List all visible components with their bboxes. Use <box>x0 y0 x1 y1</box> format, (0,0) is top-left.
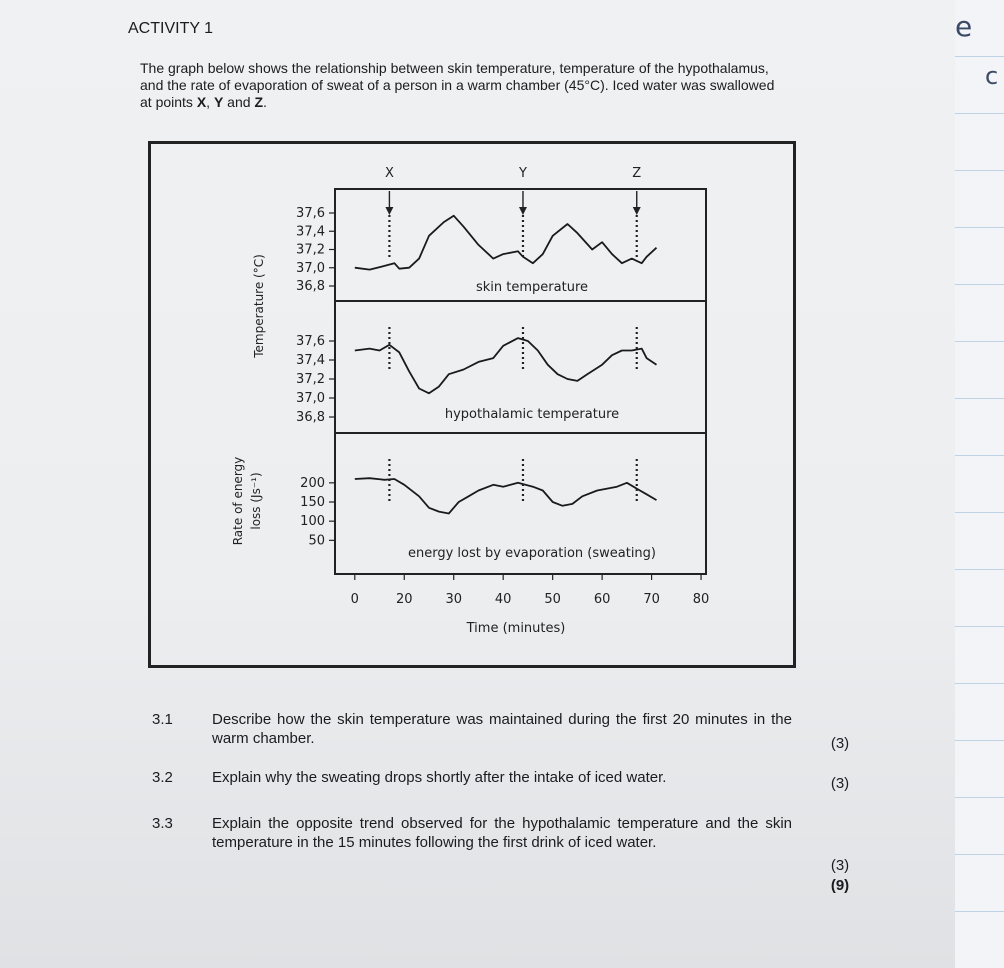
temperature-axis-label: Temperature (°C) <box>252 254 266 358</box>
question-3-3-number: 3.3 <box>152 815 173 832</box>
y-tick-label: 37,0 <box>296 391 325 406</box>
y-tick-label: 36,8 <box>296 279 325 294</box>
series-line-skin <box>355 216 657 270</box>
marker-arrow-head <box>633 207 641 215</box>
y-tick-label: 36,8 <box>296 410 325 425</box>
activity-title: ACTIVITY 1 <box>128 20 214 37</box>
marker-label-z: Z <box>632 166 642 181</box>
question-3-2-number: 3.2 <box>152 769 173 786</box>
marker-label-y: Y <box>518 166 527 181</box>
marker-arrow-head <box>385 207 393 215</box>
y-tick-label: 37,0 <box>296 260 325 276</box>
question-3-1-number: 3.1 <box>152 711 173 728</box>
marker-label-x: X <box>384 166 394 181</box>
y-tick-label: 37,4 <box>296 224 325 240</box>
series-line-hypothalamic <box>355 338 657 393</box>
series-label: skin temperature <box>476 280 588 295</box>
marker-arrow-head <box>519 207 527 215</box>
handwritten-mark-e: e <box>955 10 973 43</box>
question-3-2-text: Explain why the sweating drops shortly after the intake of iced water. <box>212 769 667 786</box>
question-3-3-text: Explain the opposite trend observed for the hypothalamic temperature and the skin temperature in the 15 minutes following the first drink of iced water. <box>212 815 792 851</box>
energy-axis-label-line1: Rate of energy <box>231 456 245 546</box>
x-tick-label: 50 <box>544 592 561 607</box>
intro-separator: , <box>206 94 214 110</box>
energy-axis-label-line2: loss (Js⁻¹) <box>249 472 263 530</box>
chart-layer <box>231 166 709 636</box>
y-tick-label: 37,4 <box>296 353 325 368</box>
intro-point-z: Z <box>254 94 263 110</box>
intro-and: and <box>223 94 255 110</box>
y-tick-label: 37,2 <box>296 372 325 387</box>
series-line-energy <box>355 478 657 513</box>
adjacent-notebook-page <box>955 0 1004 968</box>
intro-point-y: Y <box>213 94 224 110</box>
intro-end: . <box>263 94 267 110</box>
total-marks: (9) <box>830 877 850 894</box>
question-3-3-marks: (3) <box>830 857 850 874</box>
intro-paragraph <box>140 60 785 111</box>
x-tick-label: 70 <box>643 592 660 607</box>
y-tick-label: 37,6 <box>296 334 325 349</box>
x-tick-label: 40 <box>494 592 512 607</box>
y-tick-label: 37,6 <box>296 206 325 221</box>
y-tick-label: 200 <box>300 475 325 491</box>
question-3-1-marks: (3) <box>830 735 850 752</box>
series-label: hypothalamic temperature <box>444 407 620 422</box>
y-tick-label: 50 <box>308 533 325 549</box>
x-axis-label: Time (minutes) <box>466 621 566 636</box>
x-tick-label: 0 <box>350 592 359 607</box>
y-tick-label: 37,2 <box>296 242 325 258</box>
figure-frame <box>150 143 795 667</box>
plot-box <box>335 189 706 574</box>
question-3-2-marks: (3) <box>830 775 850 792</box>
intro-point-x: X <box>196 94 207 110</box>
series-label: energy lost by evaporation (sweating) <box>408 546 656 561</box>
y-tick-label: 150 <box>300 495 325 510</box>
x-tick-label: 60 <box>593 592 611 607</box>
handwritten-mark-c: c <box>985 62 999 90</box>
question-3-1-text: Describe how the skin temperature was maintained during the first 20 minutes in the warm chamber. <box>212 711 792 747</box>
x-tick-label: 80 <box>692 592 710 607</box>
x-tick-label: 30 <box>445 592 462 607</box>
figure-graph <box>148 141 796 668</box>
intro-text: The graph below shows the relationship between skin temperature, temperature of the hypothalamus, and the rate of evaporation of sweat of a person in a warm chamber (45°C). Iced water was swallowed at points <box>140 60 775 110</box>
y-tick-label: 100 <box>300 514 325 530</box>
x-tick-label: 20 <box>395 592 413 607</box>
